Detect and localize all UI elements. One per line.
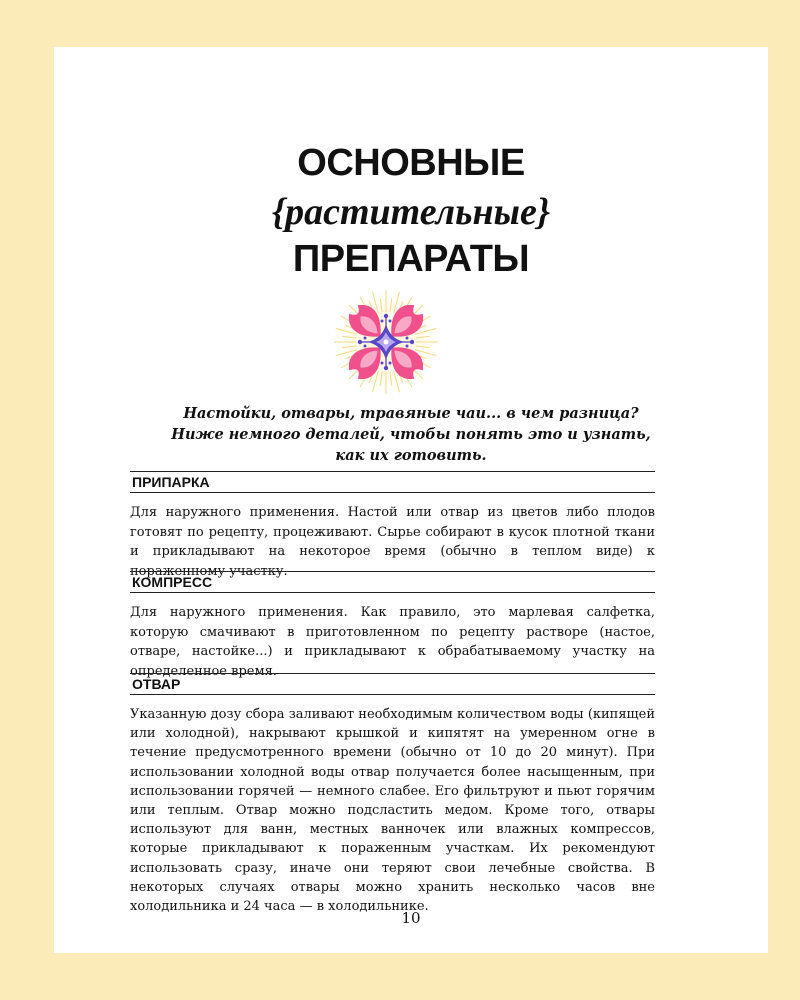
book-page [54, 47, 768, 953]
section-pripark [130, 471, 655, 581]
section-kompress [130, 571, 655, 681]
page-number: 10 [401, 909, 421, 927]
page-title-line-1: ОСНОВНЫЕ [297, 142, 525, 184]
flower-mandala-icon [331, 287, 441, 397]
intro-text [114, 403, 708, 466]
section-body: Для наружного применения. Как правило, это марлевая салфетка, которую смачивают в приготовленном по рецепту растворе (настое, отваре, настойке...) и прикладывают к обрабатываемому участку на определенное время. [130, 605, 655, 679]
intro-line: как их готовить. [335, 447, 487, 464]
section-body: Указанную дозу сбора заливают необходимым количеством воды (кипящей или холодной), накрывают крышкой и кипятят на умеренном огне в течение предусмотренного времени (обычно от 10 до 20 минут). При использовании холодной воды отвар получается более насыщенным, при использовании горячей — немного слабее. Его фильтруют и пьют горячим или теплым. Отвар можно подсластить медом. Кроме того, отвары используют для ванн, местных ванночек или влажных компрессов, которые прикладывают к пораженным участкам. Их рекомендуют использовать сразу, иначе они теряют свои лечебные свойства. В некоторых случаях отвары можно хранить несколько часов вне холодильника и 24 часа — в холодильнике. [130, 707, 655, 915]
intro-line: Ниже немного деталей, чтобы понять это и узнать, [171, 426, 651, 443]
section-heading: ОТВАР [130, 673, 655, 695]
intro-line: Настойки, отвары, травяные чаи... в чем разница? [183, 405, 639, 422]
section-body: Для наружного применения. Настой или отвар из цветов либо плодов готовят по рецепту, процеживают. Сырье собирают в кусок плотной ткани и прикладывают на некоторое время (обычно в теплом виде) к пораженному участку. [130, 505, 655, 579]
section-otvar [130, 673, 655, 916]
section-heading: ПРИПАРКА [130, 471, 655, 493]
section-heading: КОМПРЕСС [130, 571, 655, 593]
page-title-line-3: ПРЕПАРАТЫ [292, 238, 530, 280]
page-title-line-2: {растительные} [271, 191, 551, 233]
